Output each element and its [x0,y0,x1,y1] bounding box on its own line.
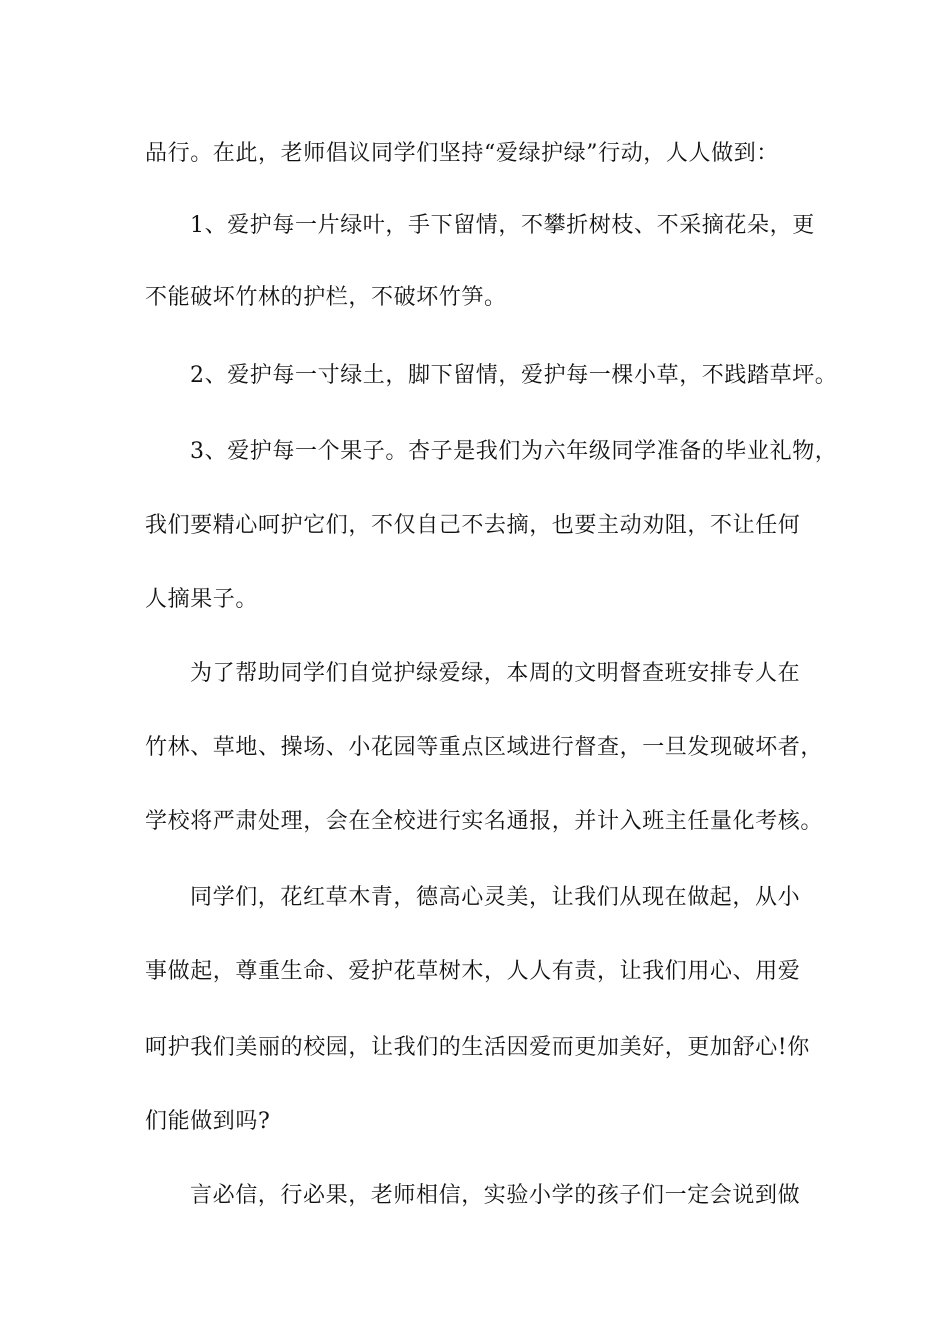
paragraph-line: 言必信，行必果，老师相信，实验小学的孩子们一定会说到做 [190,1183,801,1208]
text-line: 呵护我们美丽的校园，让我们的生活因爱而更加美好，更加舒心!你 [145,1035,810,1060]
text-line: 我们要精心呵护它们，不仅自己不去摘，也要主动劝阻，不让任何 [145,513,801,538]
paragraph-line: 同学们，花红草木青，德高心灵美，让我们从现在做起，从小 [190,885,801,910]
text-line: 学校将严肃处理，会在全校进行实名通报，并计入班主任量化考核。 [145,809,824,834]
text-line: 们能做到吗? [145,1109,271,1134]
text-line: 人摘果子。 [145,587,259,612]
text-line: 事做起，尊重生命、爱护花草树木，人人有责，让我们用心、用爱 [145,959,801,984]
text-line: 竹林、草地、操场、小花园等重点区域进行督查，一旦发现破坏者， [145,735,824,760]
text-line: 品行。在此，老师倡议同学们坚持“爱绿护绿”行动，人人做到： [145,141,779,166]
list-item-1-line: 1、爱护每一片绿叶，手下留情，不攀折树枝、不采摘花朵，更 [190,213,815,238]
paragraph-line: 为了帮助同学们自觉护绿爱绿，本周的文明督查班安排专人在 [190,661,801,686]
list-item-2-line: 2、爱护每一寸绿土，脚下留情，爱护每一棵小草，不践踏草坪。 [190,363,838,388]
text-line: 不能破坏竹林的护栏，不破坏竹笋。 [145,285,507,310]
list-item-3-line: 3、爱护每一个果子。杏子是我们为六年级同学准备的毕业礼物， [190,439,838,464]
